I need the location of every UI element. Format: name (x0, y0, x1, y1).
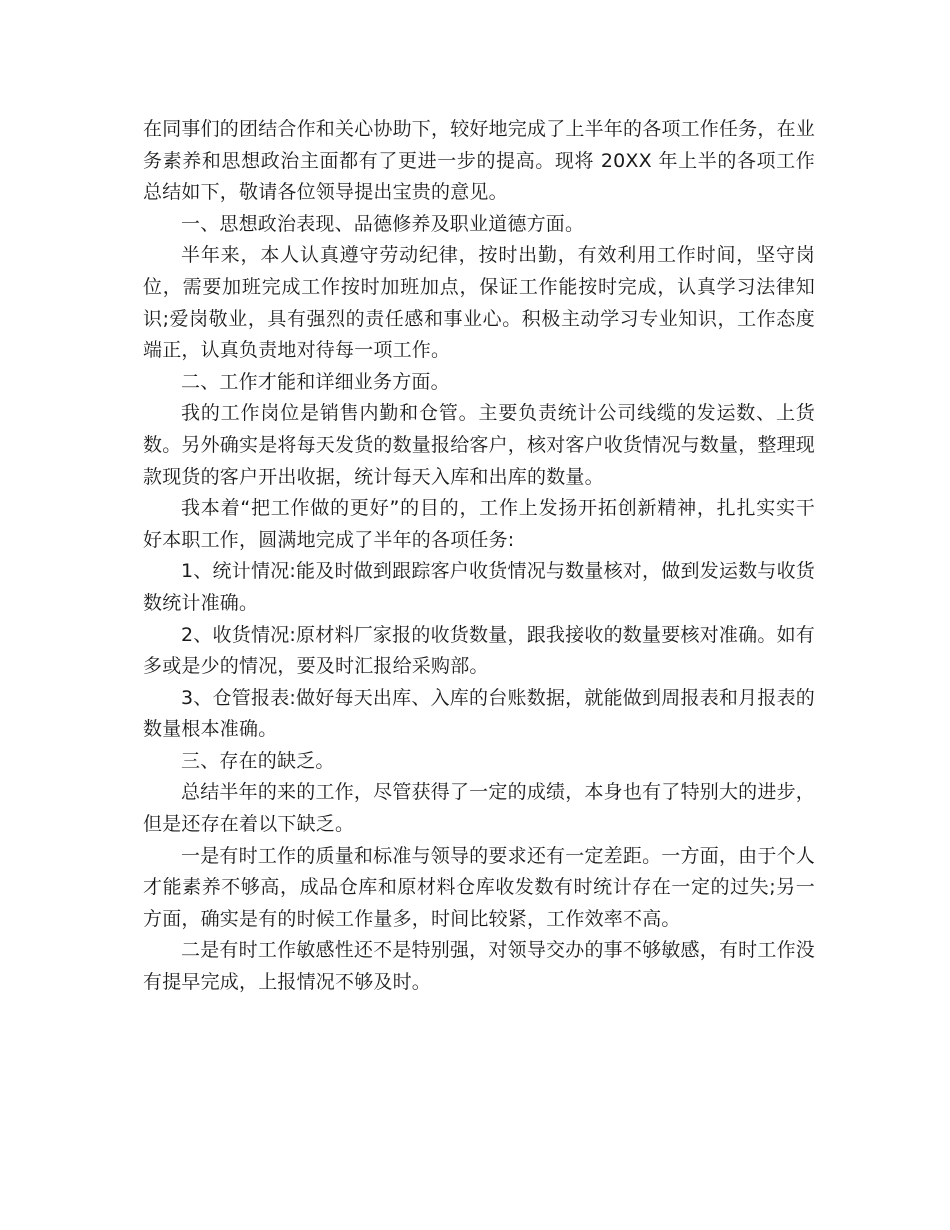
heading-section-2: 二、工作才能和详细业务方面。 (181, 370, 450, 393)
paragraph-conduct: 半年来，本人认真遵守劳动纪律，按时出勤，有效利用工作时间，坚守岗位，需要加班完成工作按时加班加点，保证工作能按时完成，认真学习法律知识;爱岗敬业，具有强烈的责任感和事业心。积极主动学习专业知识，工作态度端正，认真负责地对待每一项工作。 (143, 244, 815, 362)
paragraph-summary: 总结半年的来的工作，尽管获得了一定的成绩，本身也有了特别大的进步，但是还存在着以下缺乏。 (143, 781, 815, 836)
paragraph-attitude: 我本着“把工作做的更好”的目的，工作上发扬开拓创新精神，扎扎实实干好本职工作，圆满地完成了半年的各项任务: (143, 497, 815, 551)
paragraph-shortcoming-1: 一是有时工作的质量和标准与领导的要求还有一定差距。一方面，由于个人才能素养不够高，成品仓库和原材料仓库收发数有时统计存在一定的过失;另一方面，确实是有的时候工作量多，时间比较紧，工作效率不高。 (143, 844, 815, 930)
heading-section-1: 一、思想政治表现、品德修养及职业道德方面。 (181, 212, 585, 235)
document-body (143, 114, 815, 999)
paragraph-shortcoming-2: 二是有时工作敏感性还不是特别强，对领导交办的事不够敏感，有时工作没有提早完成，上报情况不够及时。 (143, 939, 815, 994)
paragraph-duties: 我的工作岗位是销售内勤和仓管。主要负责统计公司线缆的发运数、上货数。另外确实是将每天发货的数量报给客户，核对客户收货情况与数量，整理现款现货的客户开出收据，统计每天入库和出库的数量。 (143, 402, 816, 488)
list-item-warehouse-reports: 3、仓管报表:做好每天出库、入库的台账数据，就能做到周报表和月报表的数量根本准确。 (143, 686, 815, 741)
list-item-statistics: 1、统计情况:能及时做到跟踪客户收货情况与数量核对，做到发运数与收货数统计准确。 (143, 560, 815, 614)
heading-section-3: 三、存在的缺乏。 (181, 749, 335, 772)
paragraph-intro: 在同事们的团结合作和关心协助下，较好地完成了上半年的各项工作任务，在业务素养和思想政治主面都有了更进一步的提高。现将 20XX 年上半的各项工作总结如下，敬请各位领导提出宝贵的意见。 (143, 118, 816, 204)
list-item-receiving: 2、收货情况:原材料厂家报的收货数量，跟我接收的数量要核对准确。如有多或是少的情况，要及时汇报给采购部。 (143, 623, 815, 678)
